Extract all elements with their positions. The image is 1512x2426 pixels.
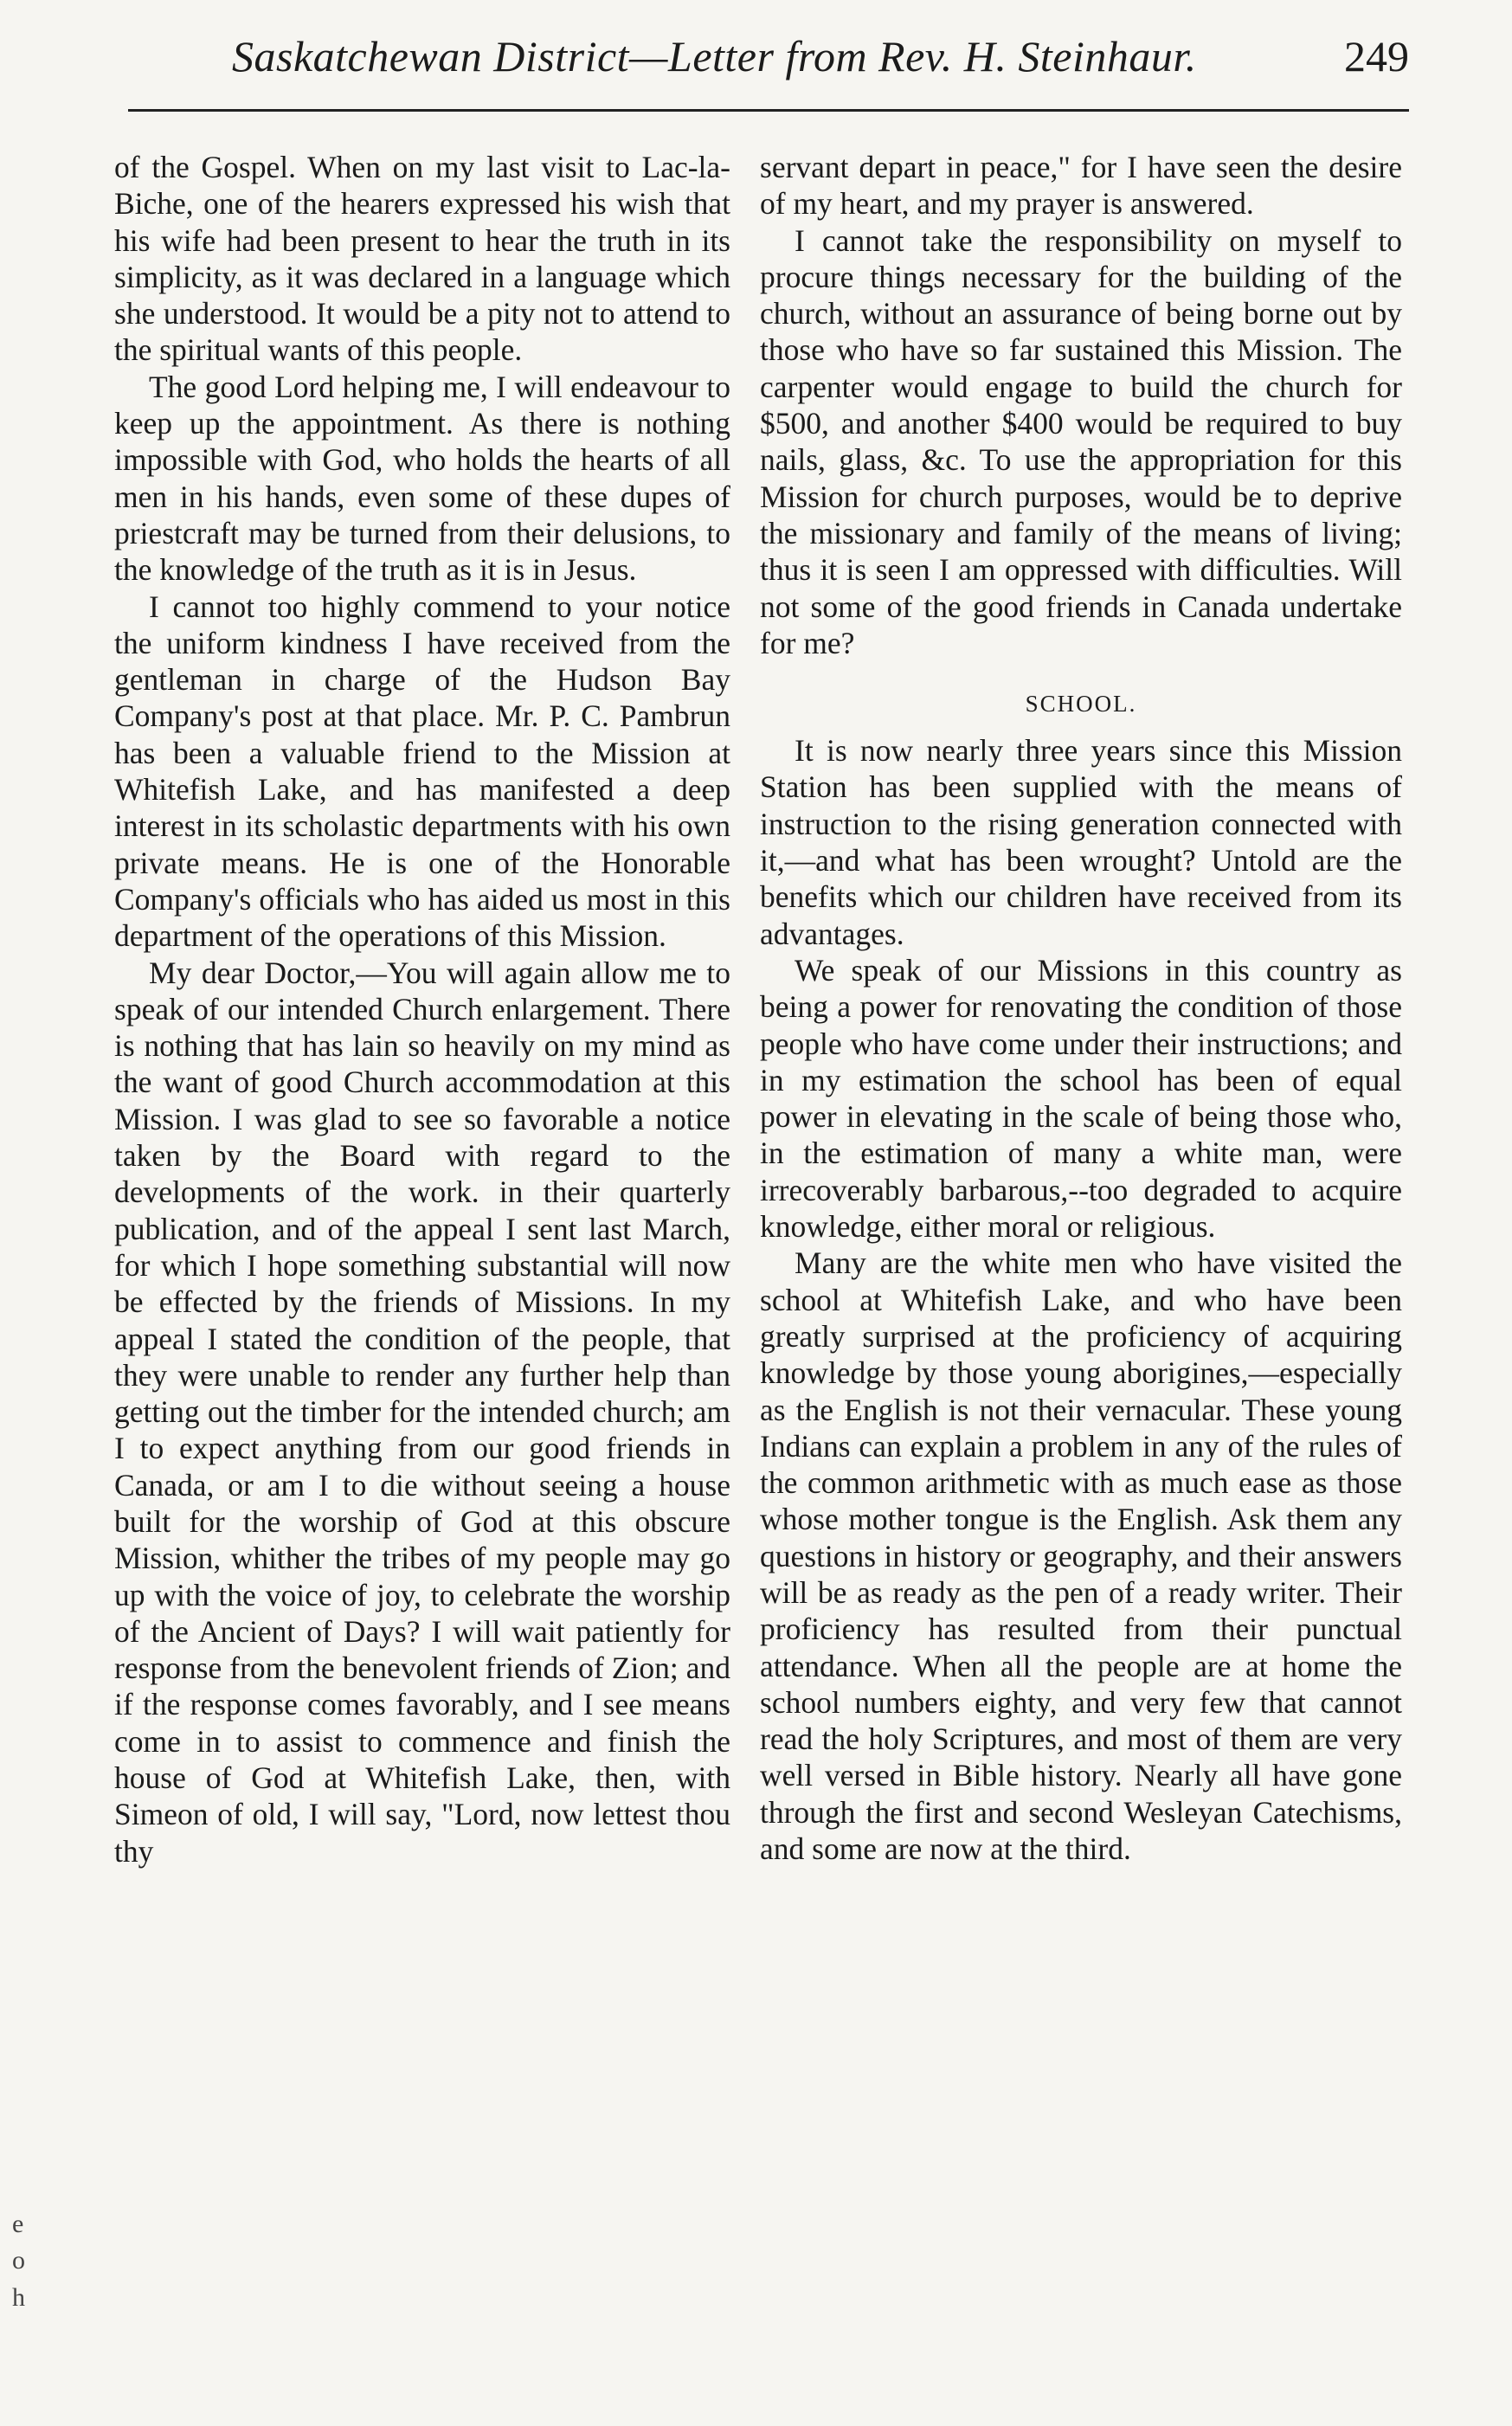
left-margin <box>0 0 95 2426</box>
paragraph: The good Lord helping me, I will endeavour to keep up the appointment. As there is nothing impossible with God, who holds the hearts of all men in his hands, even some of these dupes of priestcraft may be turned from their delusions, to the knowledge of the truth as it is in Jesus. <box>114 369 730 588</box>
margin-mark: h <box>12 2283 25 2312</box>
header-rule <box>128 109 1409 112</box>
right-column <box>760 149 1402 1867</box>
section-heading: SCHOOL. <box>1025 691 1137 718</box>
paragraph: I cannot too highly commend to your notice the uniform kindness I have received from the gentleman in charge of the Hudson Bay Company's post at that place. Mr. P. C. Pambrun has been a valuable friend to the Mission at Whitefish Lake, and has manifested a deep interest in its scholastic departments with his own private means. He is one of the Honorable Company's officials who has aided us most in this department of the operations of this Mission. <box>114 589 730 954</box>
margin-mark: e <box>12 2210 24 2238</box>
page-number: 249 <box>1344 32 1409 80</box>
paragraph: My dear Doctor,—You will again allow me to speak of our intended Church enlargement. There is nothing that has lain so heavily on my mind as the want of good Church accommodation at this Mission. I was glad to see so favorable a notice taken by the Board with regard to the developments of the work. in their quarterly publication, and of the appeal I sent last March, for which I hope something substantial will now be effected by the friends of Missions. In my appeal I stated the condition of the people, that they were unable to render any further help than getting out the timber for the intended church; am I to expect anything from our good friends in Canada, or am I to die without seeing a house built for the worship of God at this obscure Mission, whither the tribes of my people may go up with the voice of joy, to celebrate the worship of the Ancient of Days? I will wait patiently for response from the benevolent friends of Zion; and if the response comes favorably, and I see means come in to assist to commence and finish the house of God at Whitefish Lake, then, with Simeon of old, I will say, "Lord, now lettest thou thy <box>114 955 730 1869</box>
paragraph: of the Gospel. When on my last visit to Lac-la-Biche, one of the hearers expressed his wish that his wife had been present to hear the truth in its simplicity, as it was declared in a language which she understood. It would be a pity not to attend to the spiritual wants of this people. <box>114 150 730 368</box>
paragraph: I cannot take the responsibility on myself to procure things necessary for the building of the church, without an assurance of being borne out by those who have so far sustained this Mission. The carpenter would engage to build the church for $500, and another $400 would be required to buy nails, glass, &c. To use the appropriation for this Mission for church purposes, would be to deprive the missionary and family of the means of living; thus it is seen I am oppressed with difficulties. Will not some of the good friends in Canada undertake for me? <box>760 222 1402 660</box>
paragraph: We speak of our Missions in this country as being a power for renovating the condition of those people who have come under their instructions; and in my estimation the school has been of equal power in elevating in the scale of being those who, in the estimation of many a white man, were irrecoverably barbarous,--too degraded to acquire knowledge, either moral or religious. <box>760 952 1402 1245</box>
paragraph: servant depart in peace," for I have seen the desire of my heart, and my prayer is answered. <box>760 150 1402 222</box>
left-column <box>114 149 730 1869</box>
margin-mark: o <box>12 2246 25 2275</box>
running-header <box>232 31 1409 100</box>
header-title: Saskatchewan District—Letter from Rev. H. Steinhaur. <box>232 32 1197 80</box>
paragraph: Many are the white men who have visited the school at Whitefish Lake, and who have been greatly surprised at the proficiency of acquiring knowledge by those young aborigines,—especially as the English is not their vernacular. These young Indians can explain a problem in any of the rules of the common arithmetic with as much ease as those whose mother tongue is the English. Ask them any questions in history or geography, and their answers will be as ready as the pen of a ready writer. Their proficiency has resulted from their punctual attendance. When all the people are at home the school numbers eighty, and very few that cannot read the holy Scriptures, and most of them are very well versed in Bible history. Nearly all have gone through the first and second Wesleyan Catechisms, and some are now at the third. <box>760 1245 1402 1867</box>
paragraph: It is now nearly three years since this Mission Station has been supplied with the means of instruction to the rising generation connected with it,—and what has been wrought? Untold are the benefits which our children have received from its advantages. <box>760 733 1402 951</box>
